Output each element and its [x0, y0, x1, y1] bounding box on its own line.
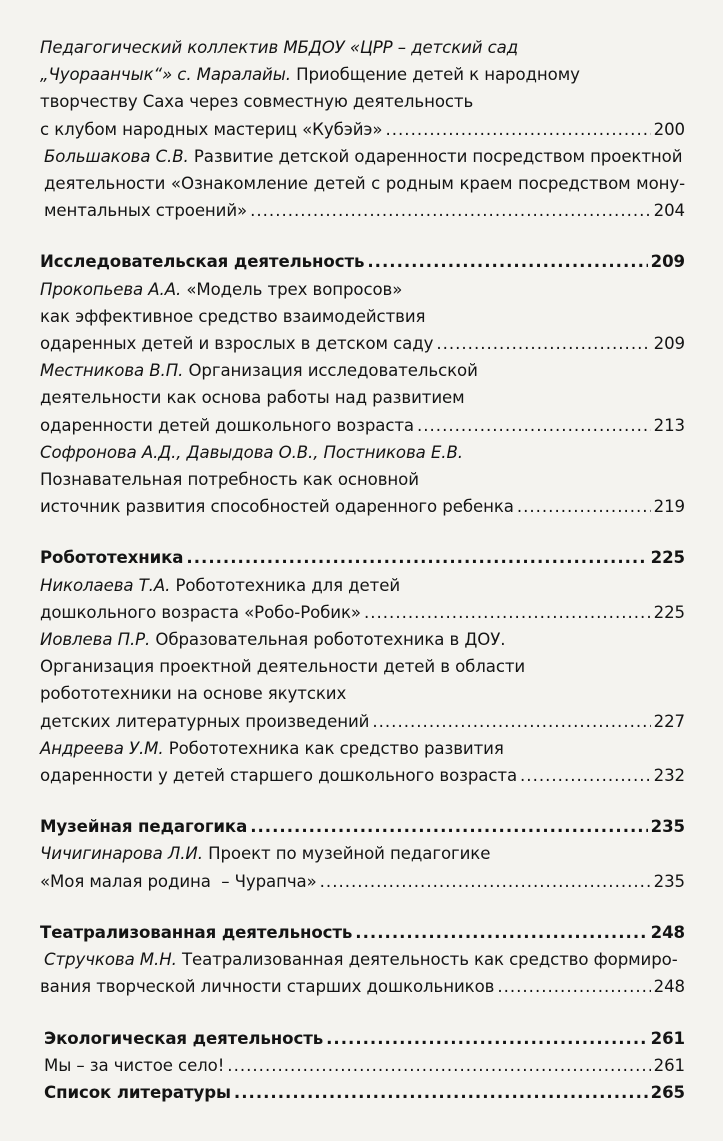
toc-line — [40, 88, 685, 115]
toc-author: Иовлева П.Р. — [40, 630, 151, 650]
toc-line — [40, 143, 685, 170]
toc-line — [40, 384, 685, 411]
toc-entry-title: одаренности у детей старшего дошкольного возраста — [40, 766, 518, 786]
dot-leader — [385, 116, 650, 143]
toc-entry-227[interactable] — [40, 708, 685, 735]
toc-author: Местникова В.П. — [40, 361, 184, 381]
toc-author: Стручкова М.Н. — [44, 950, 177, 970]
toc-line — [40, 357, 685, 384]
toc-entry-title: Мы – за чистое село! — [44, 1055, 225, 1075]
toc-section-eco[interactable] — [40, 1025, 685, 1052]
dot-leader — [227, 1052, 650, 1079]
toc-line — [40, 626, 685, 653]
toc-entry-title: Образовательная робототехника в ДОУ. — [155, 630, 506, 650]
toc-entry-232[interactable] — [40, 762, 685, 789]
dot-leader — [250, 197, 651, 224]
toc-entry-title: одаренных детей и взрослых в детском саду — [40, 334, 434, 354]
toc-entry-title: Приобщение детей к народному — [296, 65, 580, 85]
toc-entry-title: Проект по музейной педагогике — [208, 844, 491, 864]
toc-page-number: 225 — [650, 548, 685, 568]
toc-entry-title: творчеству Саха через совместную деятельность — [40, 92, 474, 112]
toc-line — [40, 946, 685, 973]
toc-author: Педагогический коллектив МБДОУ «ЦРР – детский сад — [40, 38, 519, 57]
dot-leader — [436, 330, 650, 357]
toc-entry-261[interactable] — [40, 1052, 685, 1079]
toc-line — [40, 170, 685, 197]
toc-author: „Чуораанчык“» с. Маралайы. — [40, 65, 291, 85]
toc-author: Николаева Т.А. — [40, 575, 171, 595]
dot-leader — [520, 762, 651, 789]
toc-line — [40, 61, 685, 88]
toc-section-references[interactable] — [40, 1079, 685, 1106]
toc-entry-title: источник развития способностей одаренного ребенка — [40, 497, 514, 517]
dot-leader — [367, 248, 647, 275]
toc-section-museum[interactable] — [40, 813, 685, 840]
toc-section-title: Музейная педагогика — [40, 817, 248, 837]
toc-entry-title: Театрализованная деятельность как средство формиро- — [181, 950, 678, 970]
toc-entry-title: ментальных строений» — [44, 201, 248, 221]
toc-author: Большакова С.В. — [44, 146, 189, 166]
dot-leader — [186, 544, 647, 571]
toc-page-number: 204 — [653, 201, 685, 221]
toc-entry-title: вания творческой личности старших дошкольников — [40, 977, 495, 997]
toc-line — [40, 466, 685, 493]
toc-line — [40, 680, 685, 707]
toc-line — [40, 840, 685, 867]
dot-leader — [497, 973, 650, 1000]
toc-section-title: Исследовательская деятельность — [40, 252, 365, 272]
toc-entry-219[interactable] — [40, 493, 685, 520]
toc-entry-title: одаренности детей дошкольного возраста — [40, 415, 414, 435]
toc-line — [40, 735, 685, 762]
toc-section-research[interactable] — [40, 248, 685, 275]
toc-entry-209[interactable] — [40, 330, 685, 357]
toc-page-number: 209 — [650, 252, 685, 272]
dot-leader — [250, 813, 647, 840]
toc-entry-title: «Моя малая родина – Чурапча» — [40, 871, 317, 891]
toc-section-title: Экологическая деятельность — [44, 1028, 324, 1048]
toc-page-number: 200 — [653, 119, 685, 139]
toc-page-number: 265 — [650, 1082, 685, 1102]
toc-entry-title: Организация проектной деятельности детей в области — [40, 657, 526, 677]
toc-entry-200[interactable] — [40, 116, 685, 143]
toc-line — [40, 572, 685, 599]
toc-page-number: 261 — [653, 1055, 685, 1075]
toc-entry-title: деятельности как основа работы над развитием — [40, 388, 465, 408]
toc-entry-title: робототехники на основе якутских — [40, 684, 347, 704]
toc-page-number: 213 — [653, 415, 685, 435]
toc-entry-title: деятельности «Ознакомление детей с родным краем посредством мону- — [44, 174, 685, 194]
toc-section-title: Робототехника — [40, 548, 184, 568]
dot-leader — [320, 868, 651, 895]
toc-entry-title: «Модель трех вопросов» — [186, 279, 403, 299]
toc-entry-title: как эффективное средство взаимодействия — [40, 306, 426, 326]
toc-page-number: 248 — [653, 977, 685, 997]
dot-leader — [364, 599, 651, 626]
toc-section-title: Театрализованная деятельность — [40, 922, 353, 942]
toc-page-number: 235 — [650, 817, 685, 837]
toc-page-number: 261 — [650, 1028, 685, 1048]
dot-leader — [417, 412, 651, 439]
toc-entry-225[interactable] — [40, 599, 685, 626]
toc-page-number: 232 — [653, 766, 685, 786]
toc-author: Андреева У.М. — [40, 738, 164, 758]
dot-leader — [355, 919, 647, 946]
toc-line — [40, 34, 685, 61]
toc-entry-235[interactable] — [40, 868, 685, 895]
toc-entry-248[interactable] — [40, 973, 685, 1000]
toc-page-number: 235 — [653, 871, 685, 891]
toc-entry-title: детских литературных произведений — [40, 711, 370, 731]
toc-author: Чичигинарова Л.И. — [40, 844, 203, 864]
toc-line — [40, 276, 685, 303]
toc-author: Прокопьева А.А. — [40, 279, 182, 299]
toc-page-number: 227 — [653, 711, 685, 731]
toc-page-number: 219 — [653, 497, 685, 517]
dot-leader — [234, 1079, 648, 1106]
toc-line — [40, 439, 685, 466]
toc-entry-title: Познавательная потребность как основной — [40, 470, 419, 490]
toc-entry-title: дошкольного возраста «Робо-Робик» — [40, 602, 361, 622]
toc-author: Софронова А.Д., Давыдова О.В., Постникова Е.В. — [40, 442, 463, 462]
toc-section-theatre[interactable] — [40, 919, 685, 946]
toc-entry-title: Развитие детской одаренности посредством проектной — [193, 146, 683, 166]
dot-leader — [517, 493, 651, 520]
toc-page-number: 225 — [653, 602, 685, 622]
toc-line — [40, 303, 685, 330]
toc-section-robotics[interactable] — [40, 544, 685, 571]
dot-leader — [326, 1025, 648, 1052]
toc-page-number: 209 — [653, 334, 685, 354]
toc-entry-title: Организация исследовательской — [188, 361, 478, 381]
toc-entry-204[interactable] — [40, 197, 685, 224]
toc-entry-title: с клубом народных мастериц «Кубэйэ» — [40, 119, 383, 139]
toc-entry-213[interactable] — [40, 412, 685, 439]
toc-line — [40, 653, 685, 680]
toc-page-number: 248 — [650, 922, 685, 942]
dot-leader — [372, 708, 650, 735]
toc-entry-title: Робототехника для детей — [175, 575, 401, 595]
toc-entry-title: Робототехника как средство развития — [168, 738, 504, 758]
toc-section-title: Список литературы — [44, 1082, 231, 1102]
